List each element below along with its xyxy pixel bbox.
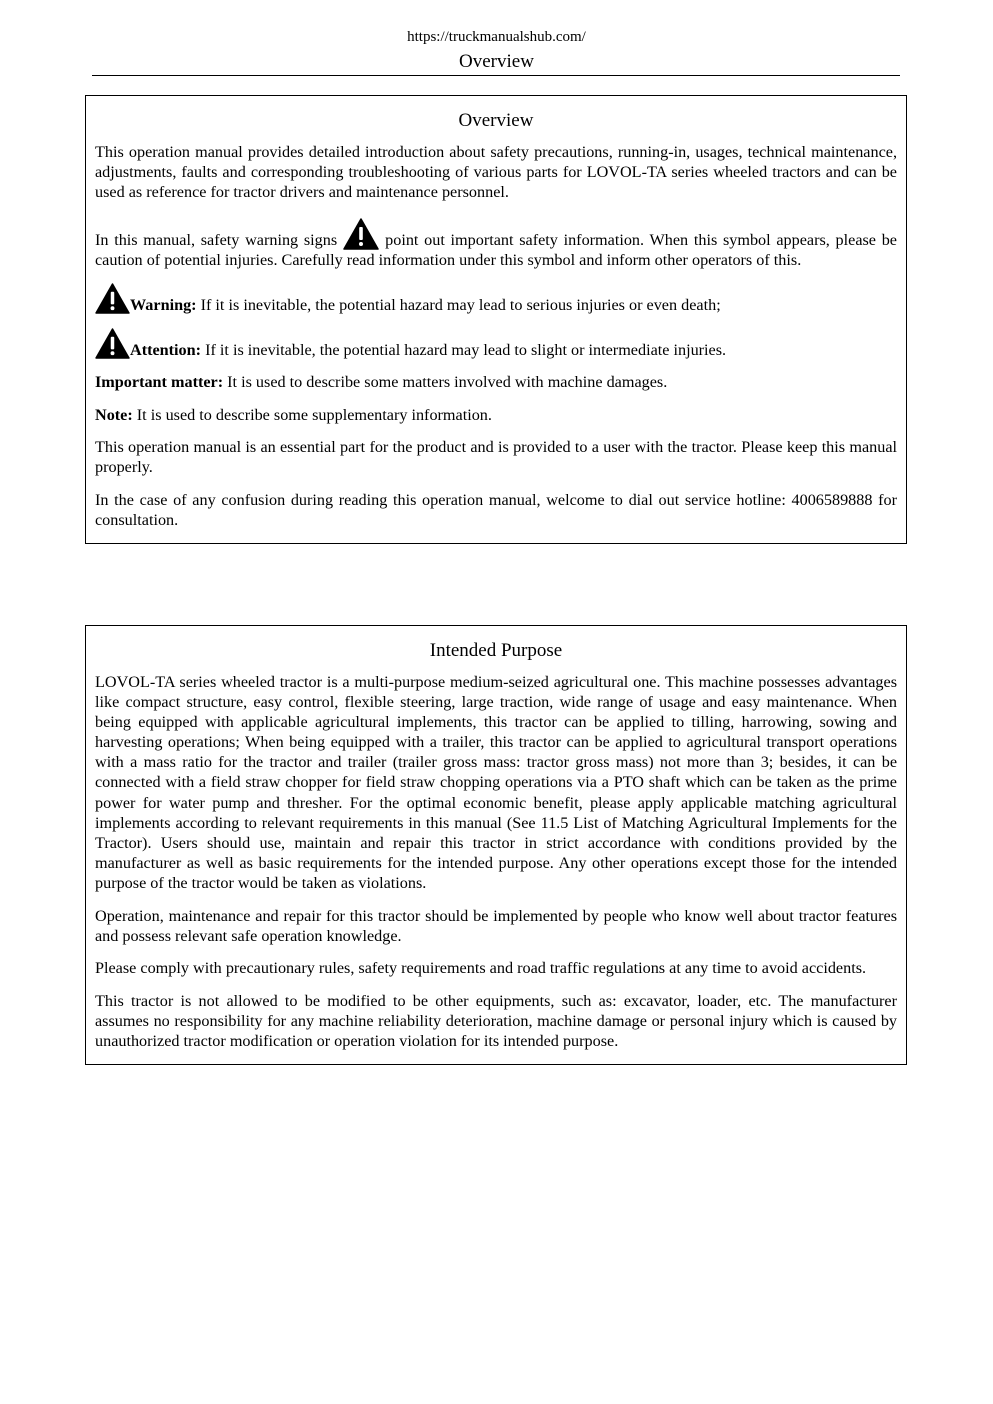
attention-label: Attention: [130,340,202,359]
intended-purpose-title: Intended Purpose [429,640,563,661]
header-title: Overview [459,51,534,72]
important-matter-text: It is used to describe some matters involved with machine damages. [223,373,668,392]
warning-label: Warning: [130,295,197,314]
purpose-paragraph-4: This tractor is not allowed to be modified to be other equipments, such as: excavator, loader, etc. The manufacturer assumes no responsibility for any machine reliability deterioration, machine damage or personal injury which is caused by unauthorized tractor modification or operation violation for its intended purpose. [95,991,897,1050]
warning-triangle-icon [343,218,379,250]
warning-text: If it is inevitable, the potential hazard may lead to serious injuries or even death; [196,295,721,314]
warning-triangle-icon [95,328,130,359]
note-text: It is used to describe some supplementary information. [132,405,492,424]
note-line [95,405,897,425]
essential-part-paragraph: This operation manual is an essential part for the product and is provided to a user with the tractor. Please keep this manual properly. [95,438,897,477]
purpose-paragraph-2: Operation, maintenance and repair for this tractor should be implemented by people who know well about tractor features and possess relevant safe operation knowledge. [95,906,897,945]
important-matter-line [95,372,897,392]
important-matter-label: Important matter: [95,373,224,392]
safety-sign-text-after: point out important safety information. When this symbol appears, please be caution of potential injuries. Carefully read information under this symbol and inform other operators of this. [95,231,897,270]
header-url[interactable]: https://truckmanualshub.com/ [407,29,586,45]
safety-sign-paragraph [95,218,897,270]
warning-line [95,283,897,315]
attention-text: If it is inevitable, the potential hazard may lead to slight or intermediate injuries. [201,340,727,359]
intended-purpose-section [85,625,907,1065]
note-label: Note: [95,405,133,424]
warning-triangle-icon [95,283,130,314]
purpose-paragraph-1: LOVOL-TA series wheeled tractor is a multi-purpose medium-seized agricultural one. This machine possesses advantages like compact structure, easy control, flexible steering, large traction, wide range of usage and easy maintenance. When being equipped with applicable agricultural implements, this tractor can be applied to tilling, harrowing, sowing and harvesting operations; When being equipped with a trailer, this tractor can be applied to agricultural transport operations with a mass ratio for the tractor and trailer (trailer gross mass: tractor gross mass) not more than 3; besides, it can be connected with a field straw chopper for field straw chopping operations via a PTO shaft which can be taken as the prime power for water pump and thresher. For the optimal economic benefit, please apply applicable matching agricultural implements according to relevant requirements in this manual (See 11.5 List of Matching Agricultural Implements for the Tractor). Users should use, maintain and repair this tractor in strict accordance with conditions provided by the manufacturer as well as basic requirements for the intended purpose. Any other operations except those for the intended purpose of the tractor would be taken as violations. [95,673,897,892]
purpose-paragraph-3: Please comply with precautionary rules, safety requirements and road traffic regulations at any time to avoid accidents. [95,959,867,978]
safety-sign-text-before: In this manual, safety warning signs [95,231,338,250]
attention-line [95,328,897,360]
header-divider [92,75,900,76]
overview-section [85,95,907,544]
overview-intro-paragraph: This operation manual provides detailed introduction about safety precautions, running-in, usages, technical maintenance, adjustments, faults and corresponding troubleshooting of various parts for LOVOL-TA series wheeled tractors and can be used as reference for tractor drivers and maintenance personnel. [95,143,897,202]
overview-title: Overview [458,110,534,131]
hotline-paragraph: In the case of any confusion during reading this operation manual, welcome to dial out service hotline: 4006589888 for consultation. [95,491,897,530]
page-header [0,28,993,74]
